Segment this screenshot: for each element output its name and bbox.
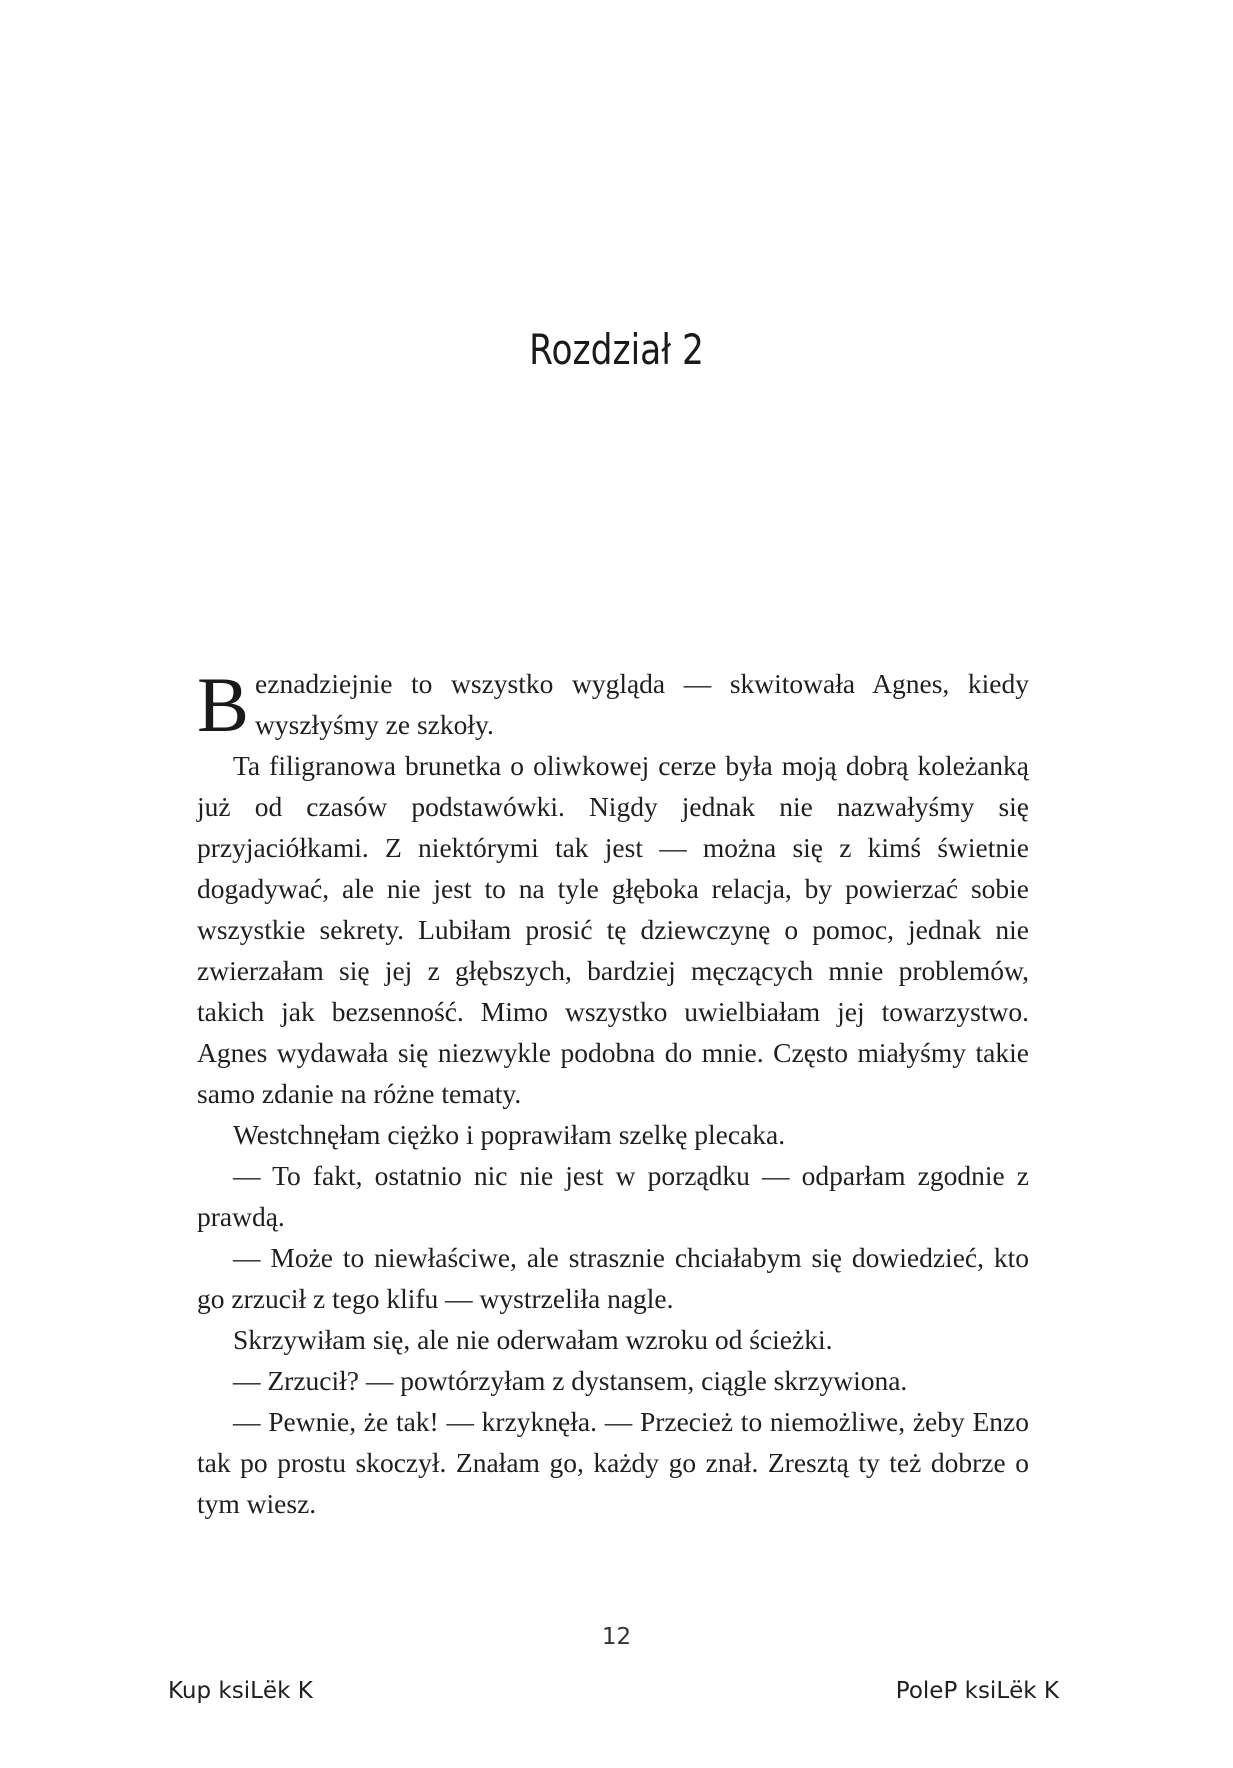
dialogue-paragraph: — To fakt, ostatnio nic nie jest w porządku — odparłam zgodnie z prawdą. <box>197 1160 1029 1232</box>
drop-cap: B <box>197 661 250 748</box>
paragraph-text: eznadziejnie to wszystko wygląda — skwitowała Agnes, kiedy wyszłyśmy ze szkoły. <box>255 668 1029 740</box>
paragraph: Westchnęłam ciężko i poprawiłam szelkę plecaka. <box>233 1119 786 1150</box>
dialogue-paragraph: — Zrzucił? — powtórzyłam z dystansem, ciągle skrzywiona. <box>233 1365 908 1396</box>
chapter-body <box>197 663 1029 1524</box>
chapter-title: Rozdział 2 <box>529 325 704 374</box>
recommend-book-link[interactable]: PoleP ksiLёk K <box>895 1678 1059 1704</box>
paragraph-opening <box>197 661 1029 748</box>
buy-book-link[interactable]: Kup ksiLёk K <box>168 1678 313 1704</box>
dialogue-paragraph: — Pewnie, że tak! — krzyknęła. — Przecież to niemożliwe, żeby Enzo tak po prostu skoczył. Znałam go, każdy go znał. Zresztą ty też dobrze o tym wiesz. <box>197 1406 1029 1519</box>
dialogue-paragraph: — Może to niewłaściwe, ale strasznie chciałabym się dowiedzieć, kto go zrzucił z tego klifu — wystrzeliła nagle. <box>197 1242 1029 1314</box>
paragraph: Ta filigranowa brunetka o oliwkowej cerze była moją dobrą koleżanką już od czasów podstawówki. Nigdy jednak nie nazwałyśmy się przyjaciółkami. Z niektórymi tak jest — można się z kimś świetnie dogadywać, ale nie jest to na tyle głęboka relacja, by powierzać sobie wszystkie sekrety. Lubiłam prosić tę dziewczynę o pomoc, jednak nie zwierzałam się jej z głębszych, bardziej męczących mnie problemów, takich jak bezsenność. Mimo wszystko uwielbiałam jej towarzystwo. Agnes wydawała się niezwykle podobna do mnie. Często miałyśmy takie samo zdanie na różne tematy. <box>197 750 1029 1109</box>
page-number: 12 <box>601 1624 632 1650</box>
paragraph: Skrzywiłam się, ale nie oderwałam wzroku od ścieżki. <box>233 1324 833 1355</box>
